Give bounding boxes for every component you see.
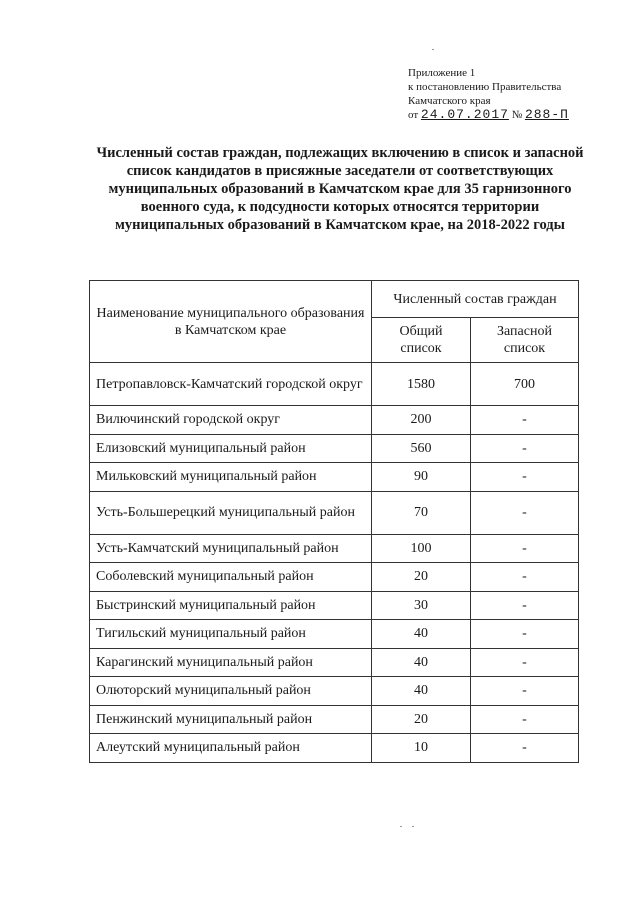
scan-speck (412, 826, 414, 827)
municipality-cell: Усть-Большерецкий муниципальный район (90, 491, 372, 534)
reserve-list-cell: - (471, 734, 579, 763)
municipality-cell: Мильковский муниципальный район (90, 463, 372, 492)
header-citizens-count: Численный состав граждан (372, 281, 579, 318)
document-title: Численный состав граждан, подлежащих включению в список и запасной список кандидатов в присяжные заседатели от соответствующих муниципальных образований в Камчатском крае для 35 гарнизонного военного суда, к подсудности которых относятся территории муниципальных образований в Камчатском крае, на 2018-2022 годы (96, 145, 584, 233)
general-list-cell: 40 (372, 620, 471, 649)
municipality-cell: Пенжинский муниципальный район (90, 705, 372, 734)
general-list-cell: 10 (372, 734, 471, 763)
annex-number-sign: № (511, 109, 523, 121)
municipality-cell: Тигильский муниципальный район (90, 620, 372, 649)
reserve-list-cell: - (471, 434, 579, 463)
scan-speck (400, 826, 402, 827)
annex-resolution: к постановлению Правительства (408, 81, 562, 93)
citizens-table (89, 280, 579, 763)
general-list-cell: 100 (372, 534, 471, 563)
reserve-list-cell: - (471, 491, 579, 534)
table-row (90, 463, 579, 492)
reserve-list-cell: 700 (471, 363, 579, 406)
annex-region: Камчатского края (408, 95, 491, 107)
municipality-cell: Алеутский муниципальный район (90, 734, 372, 763)
general-list-cell: 40 (372, 677, 471, 706)
reserve-list-cell: - (471, 534, 579, 563)
annex-header (408, 66, 628, 122)
scan-speck (432, 49, 434, 50)
table-row (90, 648, 579, 677)
table-row (90, 677, 579, 706)
header-general-list: Общий список (372, 318, 471, 363)
municipality-cell: Олюторский муниципальный район (90, 677, 372, 706)
general-list-cell: 30 (372, 591, 471, 620)
table-row (90, 563, 579, 592)
annex-date-prefix: от (408, 109, 419, 121)
municipality-cell: Вилючинский городской округ (90, 406, 372, 435)
municipality-cell: Усть-Камчатский муниципальный район (90, 534, 372, 563)
table-row (90, 620, 579, 649)
general-list-cell: 70 (372, 491, 471, 534)
reserve-list-cell: - (471, 406, 579, 435)
general-list-cell: 90 (372, 463, 471, 492)
general-list-cell: 200 (372, 406, 471, 435)
reserve-list-cell: - (471, 463, 579, 492)
reserve-list-cell: - (471, 563, 579, 592)
general-list-cell: 1580 (372, 363, 471, 406)
general-list-cell: 20 (372, 563, 471, 592)
municipality-cell: Карагинский муниципальный район (90, 648, 372, 677)
header-reserve-list: Запасной список (471, 318, 579, 363)
table-row (90, 591, 579, 620)
reserve-list-cell: - (471, 648, 579, 677)
table-row (90, 491, 579, 534)
municipality-cell: Соболевский муниципальный район (90, 563, 372, 592)
table-row (90, 363, 579, 406)
table-row (90, 734, 579, 763)
municipality-cell: Быстринский муниципальный район (90, 591, 372, 620)
annex-date: 24.07.2017 (420, 107, 509, 122)
reserve-list-cell: - (471, 591, 579, 620)
reserve-list-cell: - (471, 705, 579, 734)
municipality-cell: Елизовский муниципальный район (90, 434, 372, 463)
table-row (90, 534, 579, 563)
table-row (90, 705, 579, 734)
header-municipality: Наименование муниципального образования в Камчатском крае (90, 281, 372, 363)
annex-date-line (408, 108, 628, 122)
general-list-cell: 40 (372, 648, 471, 677)
table-row (90, 434, 579, 463)
reserve-list-cell: - (471, 620, 579, 649)
general-list-cell: 560 (372, 434, 471, 463)
reserve-list-cell: - (471, 677, 579, 706)
annex-title: Приложение 1 (408, 67, 476, 79)
general-list-cell: 20 (372, 705, 471, 734)
municipality-cell: Петропавловск-Камчатский городской округ (90, 363, 372, 406)
table-row (90, 406, 579, 435)
annex-number: 288-П (524, 107, 569, 122)
